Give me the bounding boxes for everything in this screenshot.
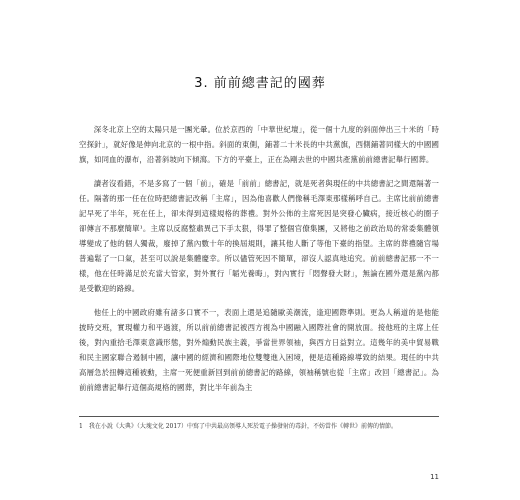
page-number: 11 (430, 473, 439, 481)
body-text (79, 122, 439, 404)
paragraph-1: 深冬北京上空的太陽只是一團光暈。位於京西的「中華世紀壇」，從一個十九度的斜面伸出三十米的「時空探針」，就好像是伸向北京的一根中指。斜面的東側，鋪著二十米長的中共黨旗，西側鋪著同樣大的中國國旗，如同血的瀑布，沿著斜坡向下傾瀉。下方的平臺上，正在為剛去世的中國共產黨前前總書記舉行國葬。 (79, 125, 439, 164)
footnote: 1 我在小說《大典》（大塊文化 2017）中寫了中共最高領導人死於電子操發射的毒針，不妨當作《轉世》前傳的情節。 (79, 423, 397, 430)
paragraph-3: 他任上的中國政府雖有諸多口實不一，表面上還是追隨歐美潮流，逢迎國際準則。更為人稱道的是他能披時交班，實現權力和平過渡，所以前前總書記被西方視為中國融入國際社會的開放面。接他班的主席上任後，對內重拾毛澤東意識形態，對外煽動民族主義，爭當世界領袖，與西方日益對立。這幾年的美中貿易戰和民主國家聯合遏制中國，讓中國的經濟和國際地位雙雙進入困境，便是這種路線導致的結果。現任的中共高層急於扭轉這種被動，主席一死便重新回到前前總書記的路線，領袖稱號也從「主席」改回「總書記」。為前前總書記舉行這個高規格的國葬，對比半年前為主 (79, 308, 439, 392)
footnote-divider (79, 416, 439, 417)
paragraph-2: 讀者沒看錯，不是多寫了一個「前」，確是「前前」總書記，就是死者與現任的中共總書記之間還隔著一任。隔著的那一任在位時把總書記改稱「主席」，因為他喜歡人們像稱毛澤東那樣稱呼自己。主席比前前總書記早死了半年，死在任上，卻未得到這樣規格的葬禮。對外公佈的主席死因是突發心臟病，接近核心的圈子卻傳言不那麼簡單¹。主席以反腐整肅異己下手太狠，得罪了整個官僚集團，又將他之前政治局的常委集體領導變成了他的個人獨裁，廢掉了黨內數十年的換屆規則，讓其他人斷了等他下臺的指望。主席的葬禮隨官場普遍鬆了一口氣，甚至可以說是集體慶幸。所以儘管死因不簡單，卻沒人認真地追究。前前總書記那一不一樣，他在任時滿足於充當大管家，對外實行「韜光養晦」，對內實行「悶聲發大財」，無論在國外還是黨內都是受歡迎的路線。 (79, 179, 439, 293)
section-title: 3. 前前總書記的國葬 (194, 76, 326, 91)
